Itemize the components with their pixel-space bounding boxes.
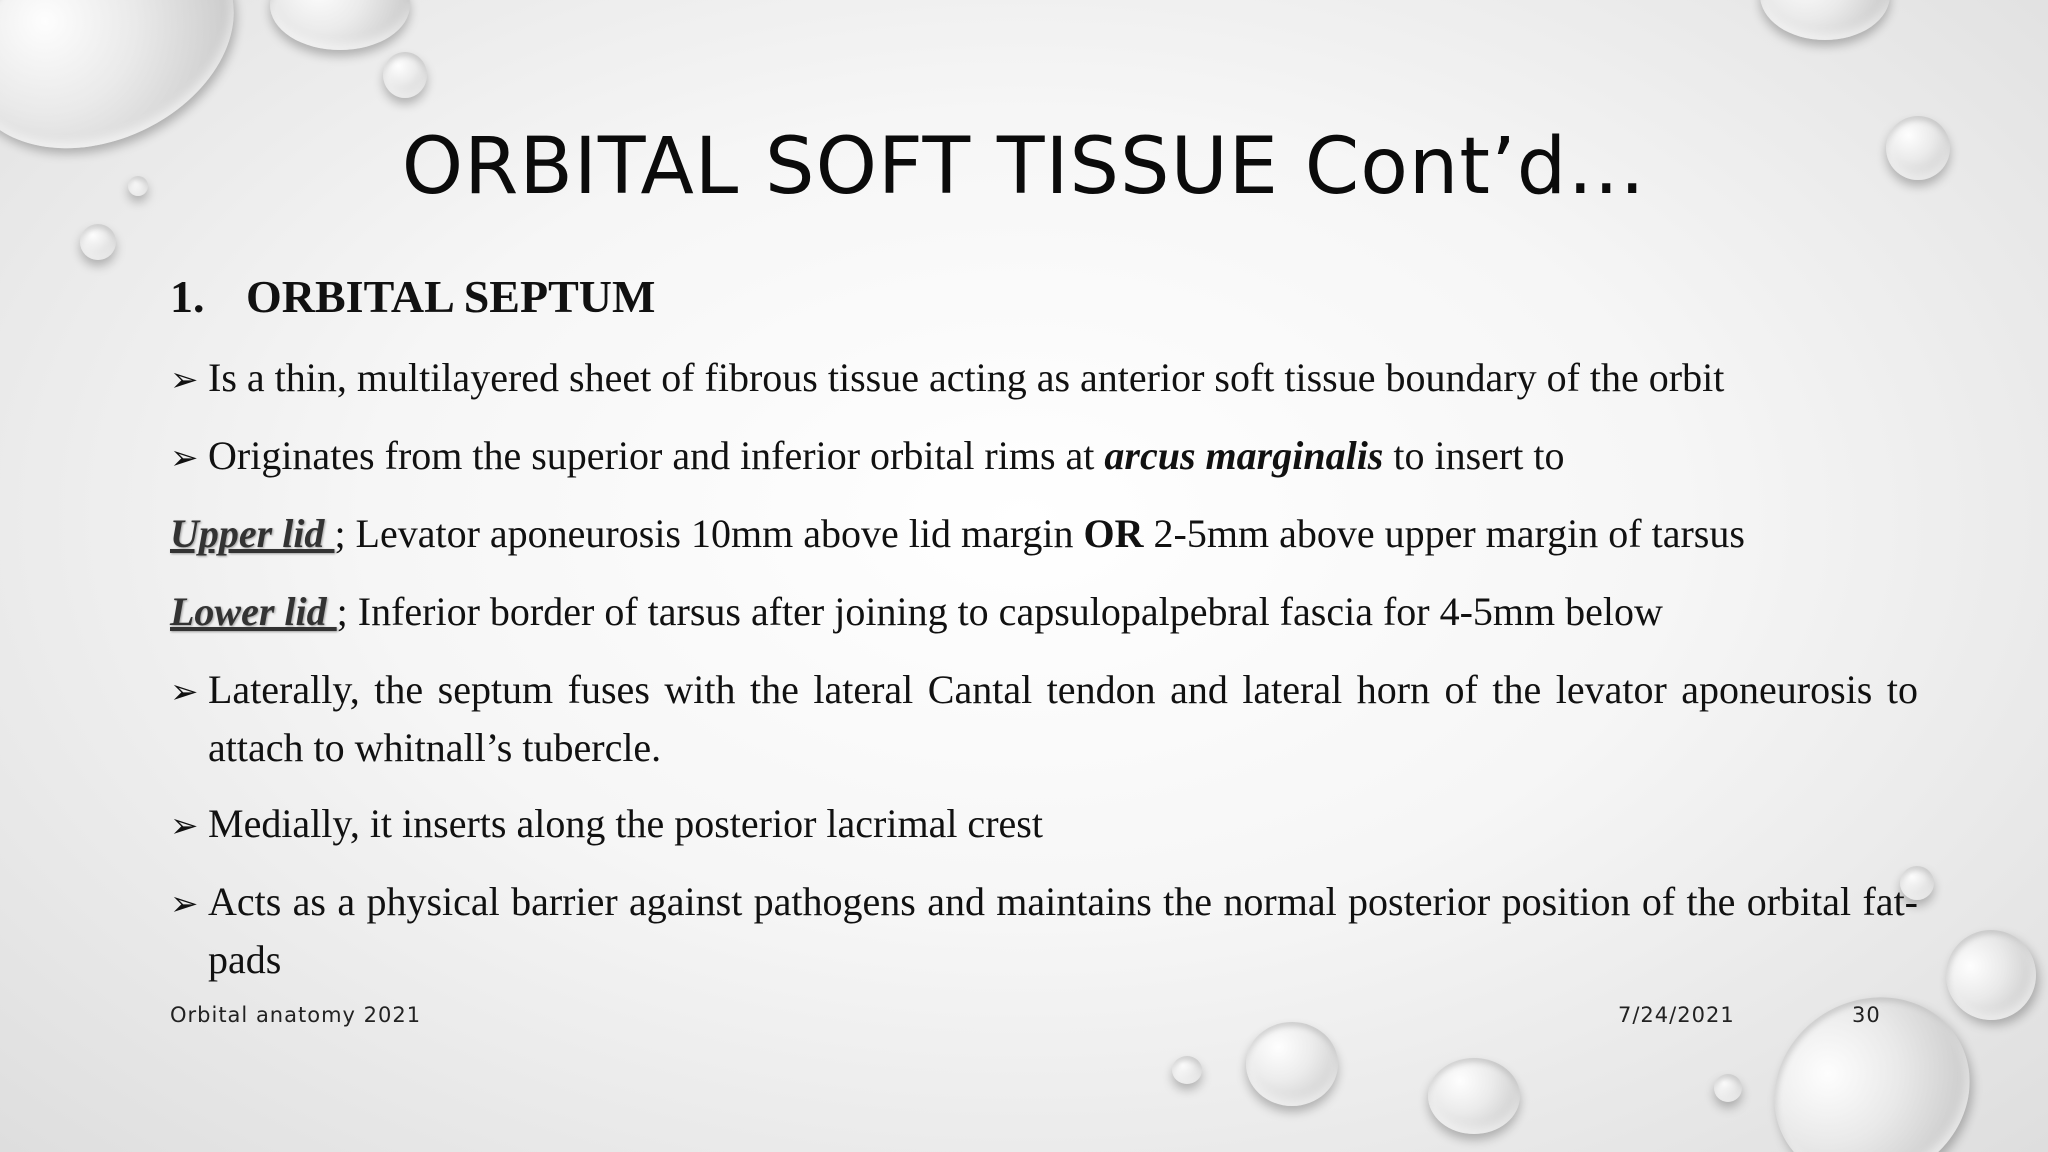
water-drop-decoration <box>1760 0 1890 40</box>
bullet-text: to insert to <box>1383 433 1565 478</box>
water-drop-decoration <box>1172 1056 1202 1084</box>
bullet-text: Medially, it inserts along the posterior lacrimal crest <box>208 801 1043 846</box>
bullet-item <box>170 796 1918 854</box>
upper-lid-text: 2-5mm above upper margin of tarsus <box>1143 511 1745 556</box>
bullet-item <box>170 874 1918 988</box>
water-drop-decoration <box>80 224 116 260</box>
lower-lid-line <box>170 584 1880 640</box>
lower-lid-text: ; Inferior border of tarsus after joining to capsulopalpebral fascia for 4-5mm below <box>336 589 1663 634</box>
arrowhead-bullet-icon: ➢ <box>170 806 199 846</box>
slide-title: ORBITAL SOFT TISSUE Cont’d… <box>401 122 1647 212</box>
or-keyword: OR <box>1083 511 1144 556</box>
water-drop-decoration <box>383 52 427 98</box>
section-heading <box>170 270 655 323</box>
section-heading-text: ORBITAL SEPTUM <box>246 271 656 322</box>
bullet-text: Originates from the superior and inferior orbital rims at <box>208 433 1105 478</box>
emphasis-term: arcus marginalis <box>1104 433 1384 478</box>
water-drop-decoration <box>1930 914 2048 1037</box>
footer-date: 7/24/2021 <box>1618 1003 1735 1027</box>
arrowhead-bullet-icon: ➢ <box>170 438 199 478</box>
arrowhead-bullet-icon: ➢ <box>170 884 199 924</box>
bullet-item <box>170 662 1918 776</box>
lower-lid-label: Lower lid <box>170 589 337 634</box>
bullet-item <box>170 350 1918 408</box>
upper-lid-line <box>170 506 1880 562</box>
bullet-text: Laterally, the septum fuses with the lateral Cantal tendon and lateral horn of the levator aponeurosis to attach to whitnall’s tubercle. <box>208 667 1918 770</box>
upper-lid-text: ; Levator aponeurosis 10mm above lid margin <box>334 511 1084 556</box>
water-drop-decoration <box>1246 1022 1338 1106</box>
footer-left-text: Orbital anatomy 2021 <box>170 1003 422 1027</box>
bullet-text: Acts as a physical barrier against pathogens and maintains the normal posterior position of the orbital fat-pads <box>208 879 1918 982</box>
water-drop-decoration <box>1714 1074 1742 1102</box>
arrowhead-bullet-icon: ➢ <box>170 672 199 712</box>
upper-lid-label: Upper lid <box>170 511 335 556</box>
arrowhead-bullet-icon: ➢ <box>170 360 199 400</box>
footer-page-number: 30 <box>1852 1003 1881 1027</box>
water-drop-decoration <box>270 0 410 50</box>
water-drop-decoration <box>1428 1058 1520 1134</box>
bullet-item <box>170 428 1918 486</box>
bullet-text: Is a thin, multilayered sheet of fibrous tissue acting as anterior soft tissue boundary of the orbit <box>208 355 1725 400</box>
section-number: 1. <box>170 271 205 322</box>
